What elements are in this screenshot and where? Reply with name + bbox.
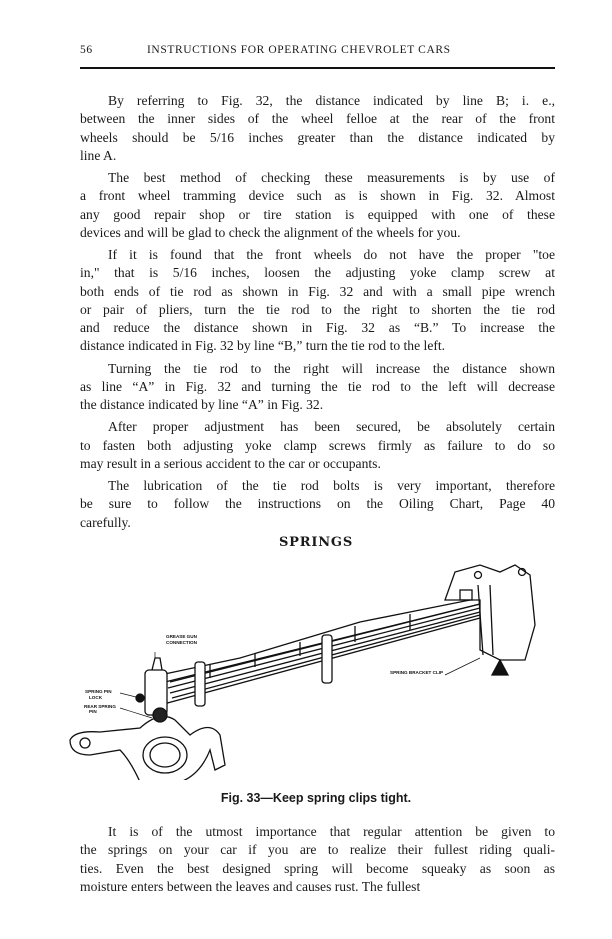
text-line: as line “A” in Fig. 32 and turning the tie rod to the left will decrease [80, 378, 555, 394]
running-title: INSTRUCTIONS FOR OPERATING CHEVROLET CARS [147, 44, 451, 56]
text-line: ties. Even the best designed spring will become squeaky as soon as [80, 860, 555, 876]
paragraph [80, 246, 555, 356]
label-grease-gun-2: CONNECTION [166, 640, 197, 645]
label-spring-bracket-clip: SPRING BRACKET CLIP [390, 670, 444, 675]
text-line: devices and will be glad to check the alignment of the wheels for you. [80, 224, 461, 240]
text-line: distance indicated in Fig. 32 by line “B,” turn the tie rod to the left. [80, 338, 446, 354]
text-line: to fasten both adjusting yoke clamp screws firmly as failure to do so [80, 437, 555, 453]
text-line: the distance indicated by line “A” in Fig. 32. [80, 397, 324, 413]
label-rear-spring-pin-2: PIN [89, 709, 97, 714]
text-line: The lubrication of the tie rod bolts is very important, therefore [108, 477, 555, 493]
label-spring-pin-lock-2: LOCK [89, 695, 103, 700]
text-line: in," that is 5/16 inches, loosen the adjusting yoke clamp screw at [80, 265, 555, 281]
text-line: or pair of pliers, turn the tie rod to the right to shorten the tie rod [80, 301, 555, 317]
paragraph [80, 823, 555, 896]
paragraph [80, 92, 555, 165]
text-line: both ends of tie rod as shown in Fig. 32 and with a small pipe wrench [80, 283, 555, 299]
paragraph [80, 360, 555, 415]
text-line: any good repair shop or tire station is equipped with one of these [80, 206, 555, 222]
body-text-bottom [80, 823, 555, 900]
text-line: Turning the tie rod to the right will increase the distance shown [108, 360, 555, 376]
page-number: 56 [80, 44, 93, 56]
paragraph [80, 418, 555, 473]
text-line: moisture enters between the leaves and causes rust. The fullest [80, 878, 421, 894]
text-line: may result in a serious accident to the car or occupants. [80, 455, 381, 471]
section-heading: SPRINGS [278, 535, 354, 550]
header-rule [80, 67, 555, 69]
text-line: wheels should be 5/16 inches greater than the distance indicated by [80, 129, 555, 145]
text-line: By referring to Fig. 32, the distance indicated by line B; i. e., [108, 93, 555, 108]
text-line: The best method of checking these measurements is by use of [108, 169, 555, 185]
paragraph [80, 169, 555, 242]
spring-illustration [60, 560, 560, 780]
text-line: the springs on your car if you are to realize their fullest riding quali- [80, 842, 555, 858]
text-line: a front wheel tramming device such as is shown in Fig. 32. Almost [80, 188, 555, 204]
paragraph [80, 477, 555, 532]
label-spring-pin-lock: SPRING PIN [85, 689, 112, 694]
text-line: be sure to follow the instructions on the Oiling Chart, Page 40 [80, 496, 555, 512]
label-rear-spring-pin: REAR SPRING [84, 704, 116, 709]
text-line: line A. [80, 147, 117, 163]
running-header [80, 44, 555, 66]
figure-caption: Fig. 33—Keep spring clips tight. [220, 791, 412, 805]
text-line: between the inner sides of the wheel felloe at the rear of the front [80, 111, 555, 127]
text-line: and reduce the distance shown in Fig. 32 as “B.” To increase the [80, 320, 555, 336]
text-line: It is of the utmost importance that regular attention be given to [108, 824, 555, 839]
label-grease-gun: GREASE GUN [166, 634, 197, 639]
body-text-top [80, 92, 555, 536]
text-line: If it is found that the front wheels do not have the proper "toe [108, 246, 555, 262]
text-line: carefully. [80, 514, 131, 530]
text-line: After proper adjustment has been secured, be absolutely certain [108, 419, 555, 435]
